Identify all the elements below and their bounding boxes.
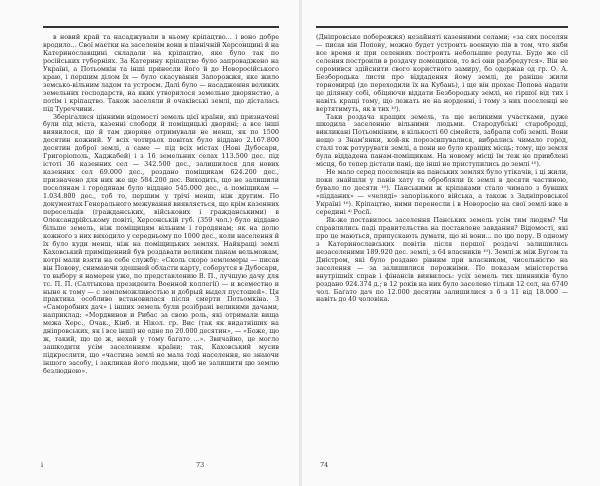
top-rule [43, 26, 279, 28]
top-rule [316, 26, 568, 28]
page-number: 73 [196, 461, 205, 469]
paragraph: Як-же поставилось заселення Панських земель усім тим людям? Чи справлялись паді правительства на поставлене завдання? Відомості, які про це маються, припускають думати, що ні вони... по цю пору. В одному з Катеринославських повітів після першої роздачі залишились незаселеними 189.920 дес. землі, з 64 власників ¹⁰). Землі ж між Бугом та Дністром, які було роздано рівним при власником, чисельністю на заселення — за залишилися порожніми. По показам міністерства внутрішніх справ і фінансів виявилось: усіх земель тих шинників було роздано 924.374 д.; в 12 років на них було заселено тільки 12 сел, на 6740 чол. Багато дач по 12.000 десятин залишилися з 6 з 11 від 18.000 — навіть до 40 чоловіка. [316, 215, 568, 304]
text-column [43, 34, 279, 376]
right-page [302, 0, 600, 486]
paragraph: в новий край та насаджували в ньому кріпацтво... і воно добре вродило... Свої маєтки на заселенім вони в північній Херсонщині й на Катеринославщині складали на кріпацтво, яке було так по російських губерніях. За Катерину кріпацтво було запроваджено на Україні, а Потьомкін та інші принесли його й до Новоросійського краю, і першим ділом їх — було скасування Запорожжя, яке жило земсько-вільним ладом та устроєм. Далі було — насадження великих земельних господарств, на яких утворилося земельне дворянство, а потім і кріпацтво. Також заселяли й очаківські землі, що дісталась під Туреччини. [43, 33, 279, 113]
text-column [316, 34, 568, 304]
paragraph: Не мало серед поселенців на панських землях було утікачів, і ці жили, поки знайшли у панів хату та обробляли їх землі в десяти частиною, бувало по десяти ¹⁰). Панськими ж кріпаками стало чимало з бувших «підданих» — «челяді» запорізького війська, а також з Задніпровської Україні ¹⁰). Кріпацтво, ними перенесли і в Новоросію на свої землі вже в середині ⁴⁾ Росії. [316, 168, 568, 216]
page-number: 74 [320, 461, 329, 469]
left-page [0, 0, 299, 486]
paragraph: (Дніпровське побережжя) незайняті казенними селами; «за сих поселян — писав він Попову, можно будет устроить военную пів в том, что якби все время и при селениях построить небольшие редуты. Буде же сії селения построили в роздачу помещиков, то всі они разбредутся». Він не соромився здійснити свого користного замиру, бо одержав од гр. О. А. Безбородька листи про віддадення йому землі, де раніше жили торномирці (де переходили їх на Кубань), і ще він прохає Попова надати це ділянку собі, обіцяючи віддати Безбородьку землі, не гіршої від тих і навіть кращі тому, що лежать не на норденні, і тому з них поселенці не вертятимуть, як в тих ¹⁰). [316, 33, 568, 113]
paragraph: Таки роздача кращих земель, та ще великими участками, дуже шкодила заселенню вільними людьми. Стародубські старобродці, викликані Потьомкіним, в кількості 60 сімейств, забрали собі землі. Вони нещо з Знам'янки, кой-як порозсипувалися, вибрались чимало город, сталі тож ротурувати землі, а пони не було кращих місць; тому, що земля була віддадена панам-поміщикам. На новому місці їм теж не привблені місця, бо тепер дістали пані, ще інші не приступились до землі ¹⁰). [316, 112, 568, 169]
paragraph: Зберігалися цінними відомості земель цієї країни, які призначені були під міста, казенні слободи й поміщицькі дворяні; а все інші виявилося, що й там дворяне отримували не менш, як по 1500 десятин кожний. У всіх чотирьох повітах було віддано 2.167.800 десятин доброї землі, а саме — під всіх містах (Нові Дубосари, Григоріополь, Хаджабей) і з 16 земельних селах 113.500 дес. під істоті 36 казенних сел — 342.500 дес., залишилося для нових казенних сел 69.000 дес., роздано поміщикам 624.200 дес., призначено для них же ще 584.200 дес. Виходить, що не залишили поселянам і городянам було віддано 545.000 дес., а поміщикам — 1.034.800 дес., тоб то, першим у трічі менш, ніж другим. По документах Генерального межування виявляється, що крім казенних пересельців (гражданських, військових і гражданськими) в Олександрійському повіті, Херсонській губ. (359 чол.) було віддано більше земель, ніж поміщицям вільним і городянам; як на долю кожного з них виходило у середньому по 1000 дес., коли населення й їх було куди менш, ніж на поміщицьких землях. Найкращі землі Каховський приміщенний був роздавати великим панам вельможам, котрі мали взяти на себе службу: «Сколь скоро землемеры — писав він Повову, снимаючи здешней области карту, соберутся в Дубосари, то выбору я намерен уже, по представлению В. П., лучшую дачу для тс. П. П. (Салтыкова президента Военной коллегії) — и всеместно и ныне к тому — с землеможливостью и добрый выдел пустошей». Ця практика особливо встановилася після смерти Потьомкіна. З «Саморобних дач» і інших земель були розібрані великими дачами, наприклад: «Мордвинов и Рибас за свою роль, які отримали вища межа Херс., Очак., Кінб. и Нікол. гр. Вис (так як видатніших на дніпровських, як і все інші) не одне по 20.000 десятин», — «Боже, що ж, такий, що це ж, нехай у тому багато ...». Звичайно, це могло зашкодити усім заселенням країни; так, Каховський мусив підкреслити, що «частина землі не мала тоді населення, не знаючи іншого засобу, і закликав його людьми, щоб не залишити цю землю безлюдною». [43, 112, 279, 376]
signature-mark: і [41, 461, 44, 469]
